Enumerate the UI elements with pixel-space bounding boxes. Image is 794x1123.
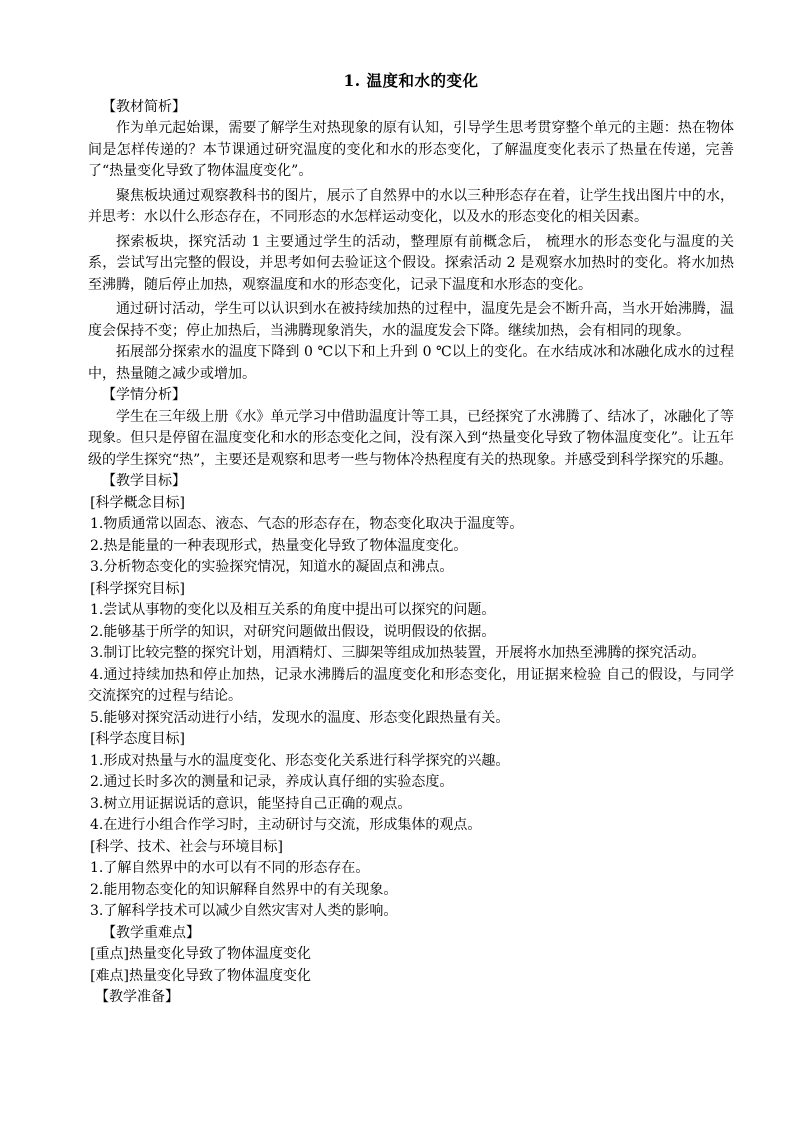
list-item: 2.能够基于所学的知识，对研究问题做出假设，说明假设的依据。 [90, 623, 496, 640]
list-item: 3.了解科学技术可以减少自然灾害对人类的影响。 [90, 903, 398, 919]
list-item: 1.形成对热量与水的温度变化、形态变化关系进行科学探究的兴趣。 [90, 752, 510, 769]
section-heading-keypoints: 【教学重难点】 [102, 924, 200, 941]
document-page [88, 70, 734, 1009]
subsection-heading-attitude: [科学态度目标] [90, 731, 186, 747]
list-item: 3.制订比较完整的探究计划，用酒精灯、三脚架等组成加热装置，开展将水加热至沸腾的探究活动。 [90, 645, 706, 661]
subsection-heading-inquiry: [科学探究目标] [90, 580, 186, 597]
paragraph: 学生在三年级上册《水》单元学习中借助温度计等工具，已经探究了水沸腾了、结冰了，冰融化了等现象。但只是停留在温度变化和水的形态变化之间，没有深入到“热量变化导致了物体温度变化”。让五年级的学生探究“热”，主要还是观察和思考一些与物体冷热程度有关的热现象。并感受到科学探究的乐趣。 [88, 408, 734, 468]
subsection-heading-concept: [科学概念目标] [90, 494, 186, 511]
list-item: 4.在进行小组合作学习时，主动研讨与交流，形成集体的观点。 [90, 817, 482, 833]
list-item: 3.分析物态变化的实验探究情况，知道水的凝固点和沸点。 [90, 559, 454, 575]
list-item: 3.树立用证据说话的意识，能坚持自己正确的观点。 [90, 795, 412, 812]
list-item: 2.通过长时多次的测量和记录，养成认真仔细的实验态度。 [90, 774, 454, 790]
list-item: 2.能用物态变化的知识解释自然界中的有关现象。 [90, 881, 398, 898]
section-heading-students: 【学情分析】 [102, 387, 186, 403]
list-item: 1.物质通常以固态、液态、气态的形态存在，物态变化取决于温度等。 [90, 516, 524, 532]
paragraph: 聚焦板块通过观察教科书的图片，展示了自然界中的水以三种形态存在着，让学生找出图片中的水，并思考：水以什么形态存在，不同形态的水怎样运动变化，以及水的形态变化的相关因素。 [88, 187, 734, 225]
section-heading-goals: 【教学目标】 [102, 473, 186, 489]
subsection-heading-sts: [科学、技术、社会与环境目标] [90, 838, 284, 855]
section-heading-prep: 【教学准备】 [95, 989, 179, 1005]
paragraph: 作为单元起始课，需要了解学生对热现象的原有认知，引导学生思考贯穿整个单元的主题：热在物体间是怎样传递的？本节课通过研究温度的变化和水的形态变化，了解温度变化表示了热量在传递，完善了“热量变化导致了物体温度变化”。 [88, 120, 734, 179]
list-item: 2.热是能量的一种表现形式，热量变化导致了物体温度变化。 [90, 537, 468, 554]
list-item: 4.通过持续加热和停止加热，记录水沸腾后的温度变化和形态变化，用证据来检验 自己的假设，与同学交流探究的过程与结论。 [88, 666, 734, 704]
document-title: 1. 温度和水的变化 [343, 71, 479, 90]
difficult-point: [难点]热量变化导致了物体温度变化 [90, 967, 312, 984]
list-item: 1.了解自然界中的水可以有不同的形态存在。 [90, 860, 370, 876]
key-point: [重点]热量变化导致了物体温度变化 [90, 946, 312, 962]
paragraph: 拓展部分探索水的温度下降到 0 ℃以下和上升到 0 ℃以上的变化。在水结成冰和冰融化成水的过程中，热量随之减少或增加。 [88, 344, 734, 382]
section-heading-textbook: 【教材简析】 [102, 98, 186, 115]
paragraph: 通过研讨活动，学生可以认识到水在被持续加热的过程中，温度先是会不断升高，当水开始沸腾，温度会保持不变；停止加热后，当沸腾现象消失，水的温度发会下降。继续加热，会有相同的现象。 [88, 301, 734, 339]
list-item: 5.能够对探究活动进行小结，发现水的温度、形态变化跟热量有关。 [90, 709, 510, 726]
list-item: 1.尝试从事物的变化以及相互关系的角度中提出可以探究的问题。 [90, 602, 496, 618]
paragraph: 探索板块，探究活动 1 主要通过学生的活动，整理原有前概念后， 梳理水的形态变化与温度的关系，尝试写出完整的假设，并思考如何去验证这个假设。探索活动 2 是观察水加热时的变化。将水加热至沸腾，随后停止加热，观察温度和水的形态变化，记录下温度和水形态的变化。 [88, 233, 734, 293]
